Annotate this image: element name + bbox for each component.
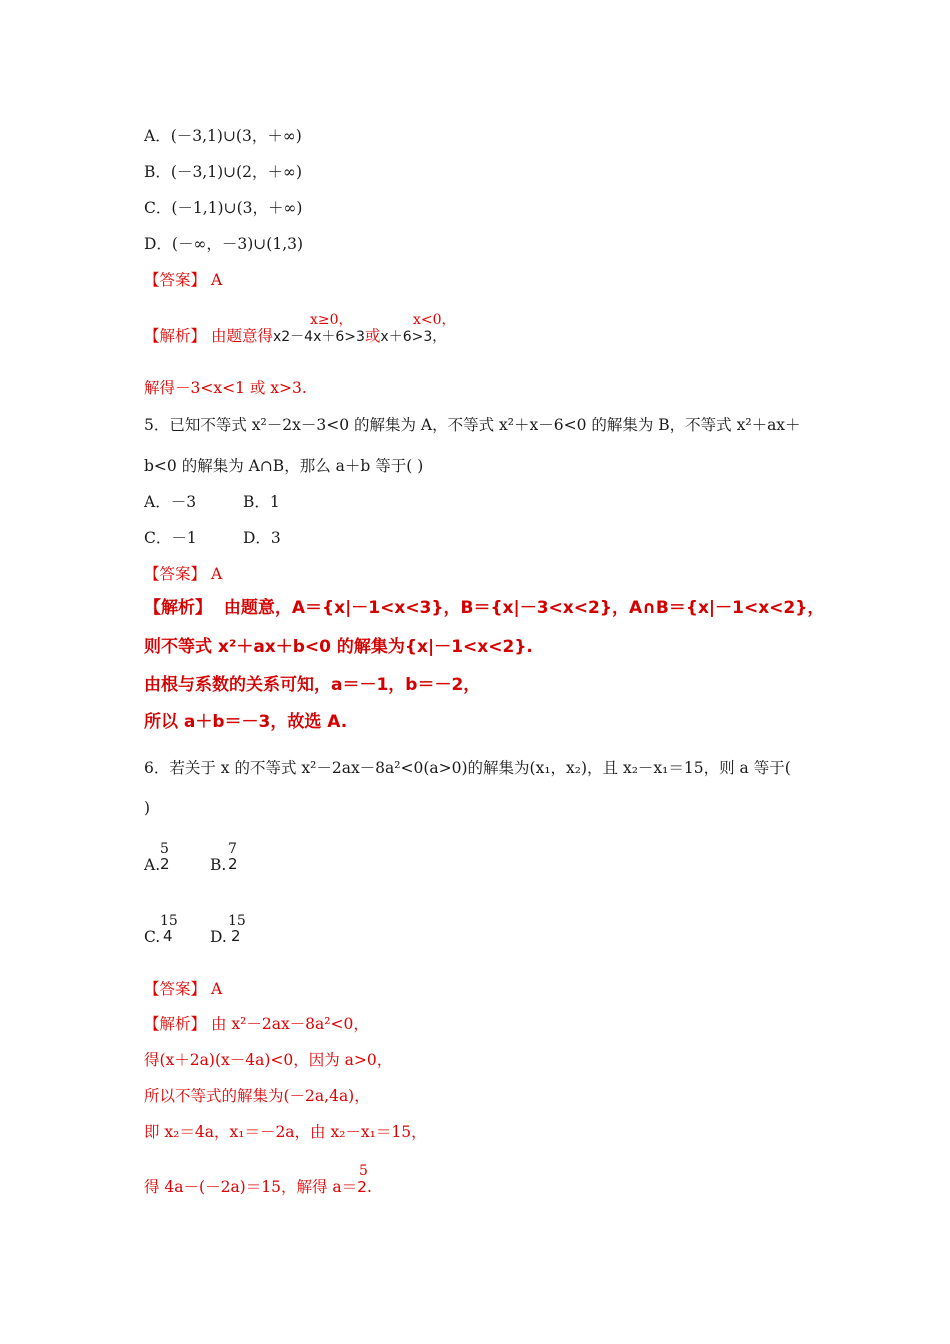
q6-option-a [144,855,160,875]
q5-analysis-line2: 则不等式 x²＋ax＋b<0 的解集为{x|－1<x<2}. [144,637,533,657]
connector: 或 [364,327,381,345]
q6-answer [144,979,222,999]
q4-answer [144,270,222,290]
q6-option-a-denominator: 2 [160,855,170,873]
analysis-text: 得 4a－(－2a)＝15，解得 a＝ [144,1178,358,1196]
option-label: D. [210,928,227,946]
q6-analysis-fraction-numerator: 5 [359,1163,368,1179]
fraction-denominator: 2 [357,1178,367,1196]
q4-option-c: C．(－1,1)∪(3，＋∞) [144,199,303,217]
q6-option-c [144,927,160,947]
q6-option-d-denominator: 2 [231,927,241,945]
q4-analysis [144,326,446,347]
q6-option-b-denominator: 2 [228,855,238,873]
answer-tag: 【答案】 [144,565,207,583]
option-label: A. [144,856,161,874]
q5-answer [144,564,222,584]
q6-analysis-line2: 得(x＋2a)(x－4a)<0，因为 a>0， [144,1051,393,1069]
q6-option-b [210,855,226,875]
q4-option-b: B．(－3,1)∪(2，＋∞) [144,163,302,181]
q5-option-a: A．－3 [144,493,197,511]
q4-case1-condition: x≥0， [310,312,353,328]
q6-analysis-line4: 即 x₂＝4a，x₁＝－2a，由 x₂－x₁＝15， [144,1123,427,1141]
q6-analysis-line3: 所以不等式的解集为(－2a,4a)， [144,1087,370,1105]
analysis-tag: 【解析】 [144,1015,207,1033]
answer-tag: 【答案】 [144,980,207,998]
q5-analysis-line3: 由根与系数的关系可知，a＝－1，b＝－2， [144,675,481,695]
analysis-text: 由题意，A＝{x|－1<x<3}，B＝{x|－3<x<2}，A∩B＝{x|－1<x<2}， [223,598,825,618]
q4-case2-condition: x<0， [413,312,456,328]
case2-inequality: x＋6>3， [380,329,447,345]
analysis-tag: 【解析】 [144,327,207,345]
answer-tag: 【答案】 [144,271,207,289]
q5-stem-line1: 5．已知不等式 x²－2x－3<0 的解集为 A，不等式 x²＋x－6<0 的解集为 B，不等式 x²＋ax＋ [144,416,801,434]
q6-option-d [210,927,227,947]
q4-result: 解得－3<x<1 或 x>3. [144,379,307,397]
q5-option-b: B．1 [243,493,280,511]
q6-option-c-numerator: 15 [160,913,178,929]
analysis-text: 由 x²－2ax－8a²<0， [210,1015,369,1033]
q6-option-c-denominator: 4 [163,927,173,945]
answer-value: A [210,980,223,998]
q5-analysis-line4: 所以 a＋b＝－3，故选 A. [144,712,348,732]
q4-option-d: D．(－∞，－3)∪(1,3) [144,235,304,253]
q6-option-d-numerator: 15 [228,913,246,929]
answer-value: A [210,565,223,583]
q6-option-b-numerator: 7 [228,841,237,857]
option-label: C. [144,928,161,946]
q5-option-d: D．3 [243,529,281,547]
case1-inequality: x2－4x＋6>3 [272,329,365,345]
q6-stem-line1: 6．若关于 x 的不等式 x²－2ax－8a²<0(a>0)的解集为(x₁，x₂)，且 x₂－x₁＝15，则 a 等于( [144,759,791,777]
q6-option-a-numerator: 5 [160,841,169,857]
period: . [367,1178,372,1196]
analysis-tag: 【解析】 [144,598,212,618]
option-label: B. [210,856,227,874]
q6-analysis-line1 [144,1014,369,1034]
q6-stem-line2: ) [144,799,151,817]
q6-analysis-line5 [144,1177,372,1197]
q5-analysis-line1 [144,598,824,618]
analysis-lead: 由题意得 [210,327,273,345]
q5-stem-line2: b<0 的解集为 A∩B，那么 a＋b 等于( ) [144,457,424,475]
q5-option-c: C．－1 [144,529,197,547]
answer-value: A [210,271,223,289]
q4-option-a: A．(－3,1)∪(3，＋∞) [144,127,302,145]
